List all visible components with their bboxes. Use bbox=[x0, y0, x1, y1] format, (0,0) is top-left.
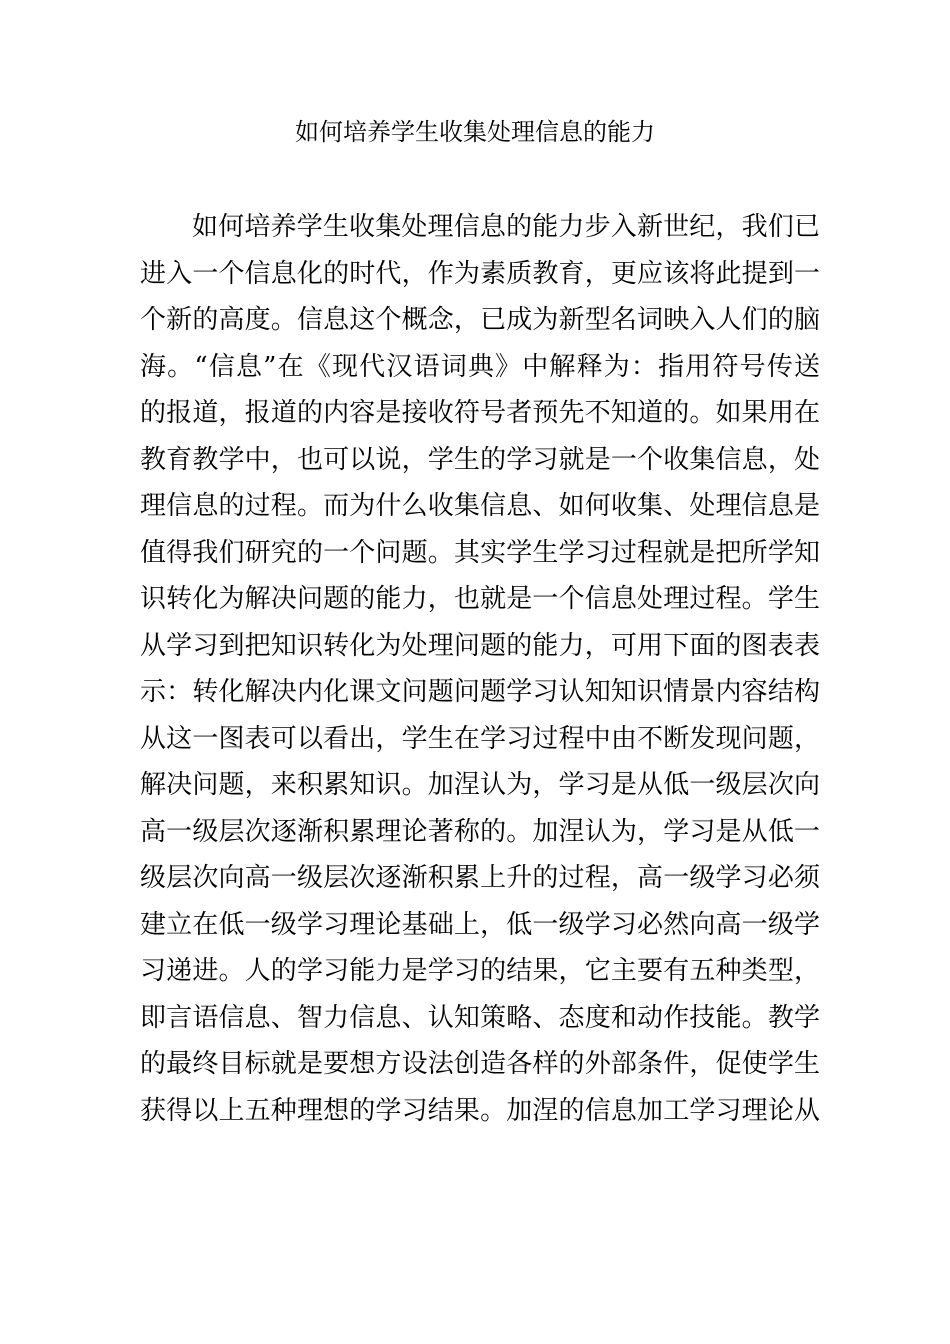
text-line: 从学习到把知识转化为处理问题的能力，可用下面的图表表 bbox=[140, 630, 820, 661]
text-line: 获得以上五种理想的学习结果。加涅的信息加工学习理论从 bbox=[140, 1095, 820, 1126]
text-line: 海。“信息”在《现代汉语词典》中解释为：指用符号传送 bbox=[140, 351, 820, 382]
text-line: 识转化为解决问题的能力，也就是一个信息处理过程。学生 bbox=[140, 584, 820, 614]
text-line: 即言语信息、智力信息、认知策略、态度和动作技能。教学 bbox=[140, 1002, 820, 1033]
text-line: 值得我们研究的一个问题。其实学生学习过程就是把所学知 bbox=[140, 537, 820, 568]
text-line: 教育教学中，也可以说，学生的学习就是一个收集信息，处 bbox=[140, 444, 820, 475]
text-line: 建立在低一级学习理论基础上，低一级学习必然向高一级学 bbox=[140, 909, 820, 940]
body-paragraph bbox=[140, 204, 820, 1134]
text-line: 的最终目标就是要想方设法创造各样的外部条件，促使学生 bbox=[140, 1049, 820, 1079]
text-line: 的报道，报道的内容是接收符号者预先不知道的。如果用在 bbox=[140, 398, 820, 428]
text-line: 从这一图表可以看出，学生在学习过程中由不断发现问题， bbox=[140, 723, 820, 754]
text-line: 高一级层次逐渐积累理论著称的。加涅认为，学习是从低一 bbox=[140, 816, 820, 847]
text-line: 个新的高度。信息这个概念，已成为新型名词映入人们的脑 bbox=[140, 305, 820, 335]
text-line: 理信息的过程。而为什么收集信息、如何收集、处理信息是 bbox=[140, 491, 820, 521]
text-line: 进入一个信息化的时代，作为素质教育，更应该将此提到一 bbox=[140, 258, 820, 289]
text-line: 示：转化解决内化课文问题问题学习认知知识情景内容结构 bbox=[140, 677, 820, 707]
document-title: 如何培养学生收集处理信息的能力 bbox=[295, 118, 655, 146]
text-line: 级层次向高一级层次逐渐积累上升的过程，高一级学习必须 bbox=[140, 863, 820, 893]
text-line: 如何培养学生收集处理信息的能力步入新世纪，我们已 bbox=[192, 212, 820, 242]
text-line: 习递进。人的学习能力是学习的结果，它主要有五种类型， bbox=[140, 956, 820, 986]
text-line: 解决问题，来积累知识。加涅认为，学习是从低一级层次向 bbox=[140, 770, 820, 800]
